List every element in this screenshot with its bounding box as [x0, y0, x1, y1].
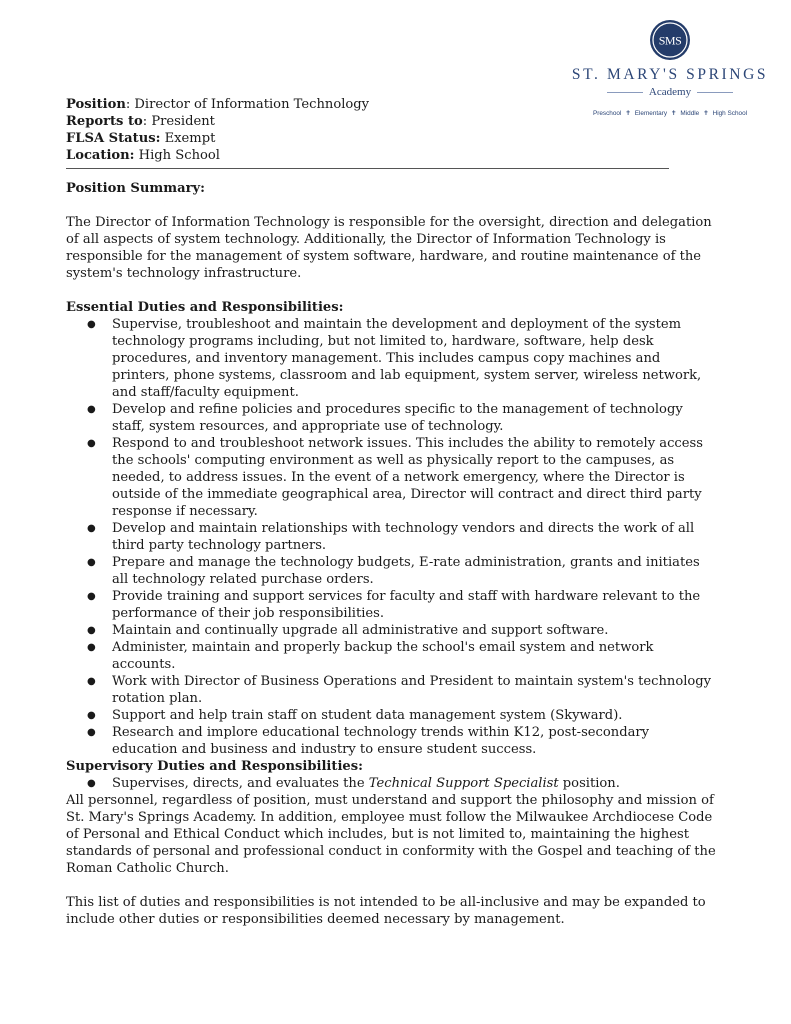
list-item: ● Prepare and manage the technology budgets, E-rate administration, grants and initiates all technology related purchase orders. — [112, 554, 718, 588]
reports-to-value: : President — [142, 114, 215, 129]
essential-duties-heading: Essential Duties and Responsibilities: — [66, 300, 344, 315]
supervisory-duties-heading: Supervisory Duties and Responsibilities: — [66, 759, 363, 774]
logo-school-name: ST. MARY'S SPRINGS — [571, 66, 769, 83]
cross-icon: ✝ — [671, 110, 677, 117]
list-item — [112, 775, 718, 792]
logo-seal — [650, 20, 690, 60]
list-item: ● Work with Director of Business Operations and President to maintain system's technology rotation plan. — [112, 673, 718, 707]
monogram-icon — [650, 20, 690, 60]
list-item: ● Administer, maintain and properly backup the school's email system and network accounts. — [112, 639, 718, 673]
supervisory-duties-list — [66, 775, 718, 792]
supervisory-item-prefix: Supervises, directs, and evaluates the — [112, 776, 369, 791]
logo-level: Elementary — [634, 110, 668, 117]
logo-rule-left — [607, 92, 643, 93]
disclaimer-paragraph: This list of duties and responsibilities is not intended to be all-inclusive and may be expanded to include other duties or responsibilities deemed necessary by management. — [66, 895, 706, 927]
document-body — [66, 180, 718, 928]
position-header — [66, 96, 671, 164]
list-item: ● Support and help train staff on student data management system (Skyward). — [112, 707, 718, 724]
reports-to-line — [66, 113, 671, 130]
logo-level: High School — [712, 110, 748, 117]
supervisory-item-role: Technical Support Specialist — [368, 776, 559, 791]
location-line — [66, 147, 671, 164]
list-item: ● Develop and refine policies and procedures specific to the management of technology staff, system resources, and appropriate use of technology. — [112, 401, 718, 435]
list-item: ● Research and implore educational technology trends within K12, post-secondary education and business and industry to ensure student success. — [112, 724, 718, 758]
personnel-paragraph: All personnel, regardless of position, must understand and support the philosophy and mission of St. Mary's Springs Academy. In addition, employee must follow the Milwaukee Archdiocese Code of Personal and Ethical Conduct which includes, but is not limited to, maintaining the highest standards of personal and professional conduct in conformity with the Gospel and teaching of the Roman Catholic Church. — [66, 793, 716, 876]
position-summary-heading: Position Summary: — [66, 181, 205, 196]
list-item: ● Respond to and troubleshoot network issues. This includes the ability to remotely access the schools' computing environment as well as physically report to the campuses, as needed, to address issues. In the event of a network emergency, where the Director is outside of the immediate geographical area, Director will contract and direct third party response if necessary. — [112, 435, 718, 520]
logo-subname: Academy — [648, 86, 692, 98]
flsa-status-label: FLSA Status: — [66, 131, 161, 146]
logo-rule-right — [697, 92, 733, 93]
logo-level: Preschool — [592, 110, 622, 117]
header-divider — [66, 168, 669, 169]
list-item: ● Develop and maintain relationships with technology vendors and directs the work of all third party technology partners. — [112, 520, 718, 554]
list-item: ● Provide training and support services for faculty and staff with hardware relevant to the performance of their job responsibilities. — [112, 588, 718, 622]
reports-to-label: Reports to — [66, 114, 143, 129]
list-item: ● Maintain and continually upgrade all administrative and support software. — [112, 622, 718, 639]
flsa-status-value: Exempt — [160, 131, 216, 146]
logo-level: Middle — [680, 110, 700, 117]
position-value: : Director of Information Technology — [125, 97, 370, 112]
position-line — [66, 96, 671, 113]
logo-monogram: SMS — [658, 33, 682, 48]
location-label: Location: — [66, 148, 135, 163]
cross-icon: ✝ — [625, 110, 631, 117]
supervisory-item-suffix: position. — [558, 776, 620, 791]
position-label: Position — [66, 97, 126, 112]
essential-duties-list — [66, 316, 718, 758]
flsa-status-line — [66, 130, 671, 147]
list-item: ● Supervise, troubleshoot and maintain the development and deployment of the system technology programs including, but not limited to, hardware, software, help desk procedures, and inventory management. This includes campus copy machines and printers, phone systems, classroom and lab equipment, system server, wireless network, and staff/faculty equipment. — [112, 316, 718, 401]
cross-icon: ✝ — [703, 110, 709, 117]
location-value: High School — [134, 148, 220, 163]
position-summary-text: The Director of Information Technology is responsible for the oversight, direction and delegation of all aspects of system technology. Additionally, the Director of Information Technology is responsible for the management of system software, hardware, and routine maintenance of the system's technology infrastructure. — [66, 215, 712, 281]
